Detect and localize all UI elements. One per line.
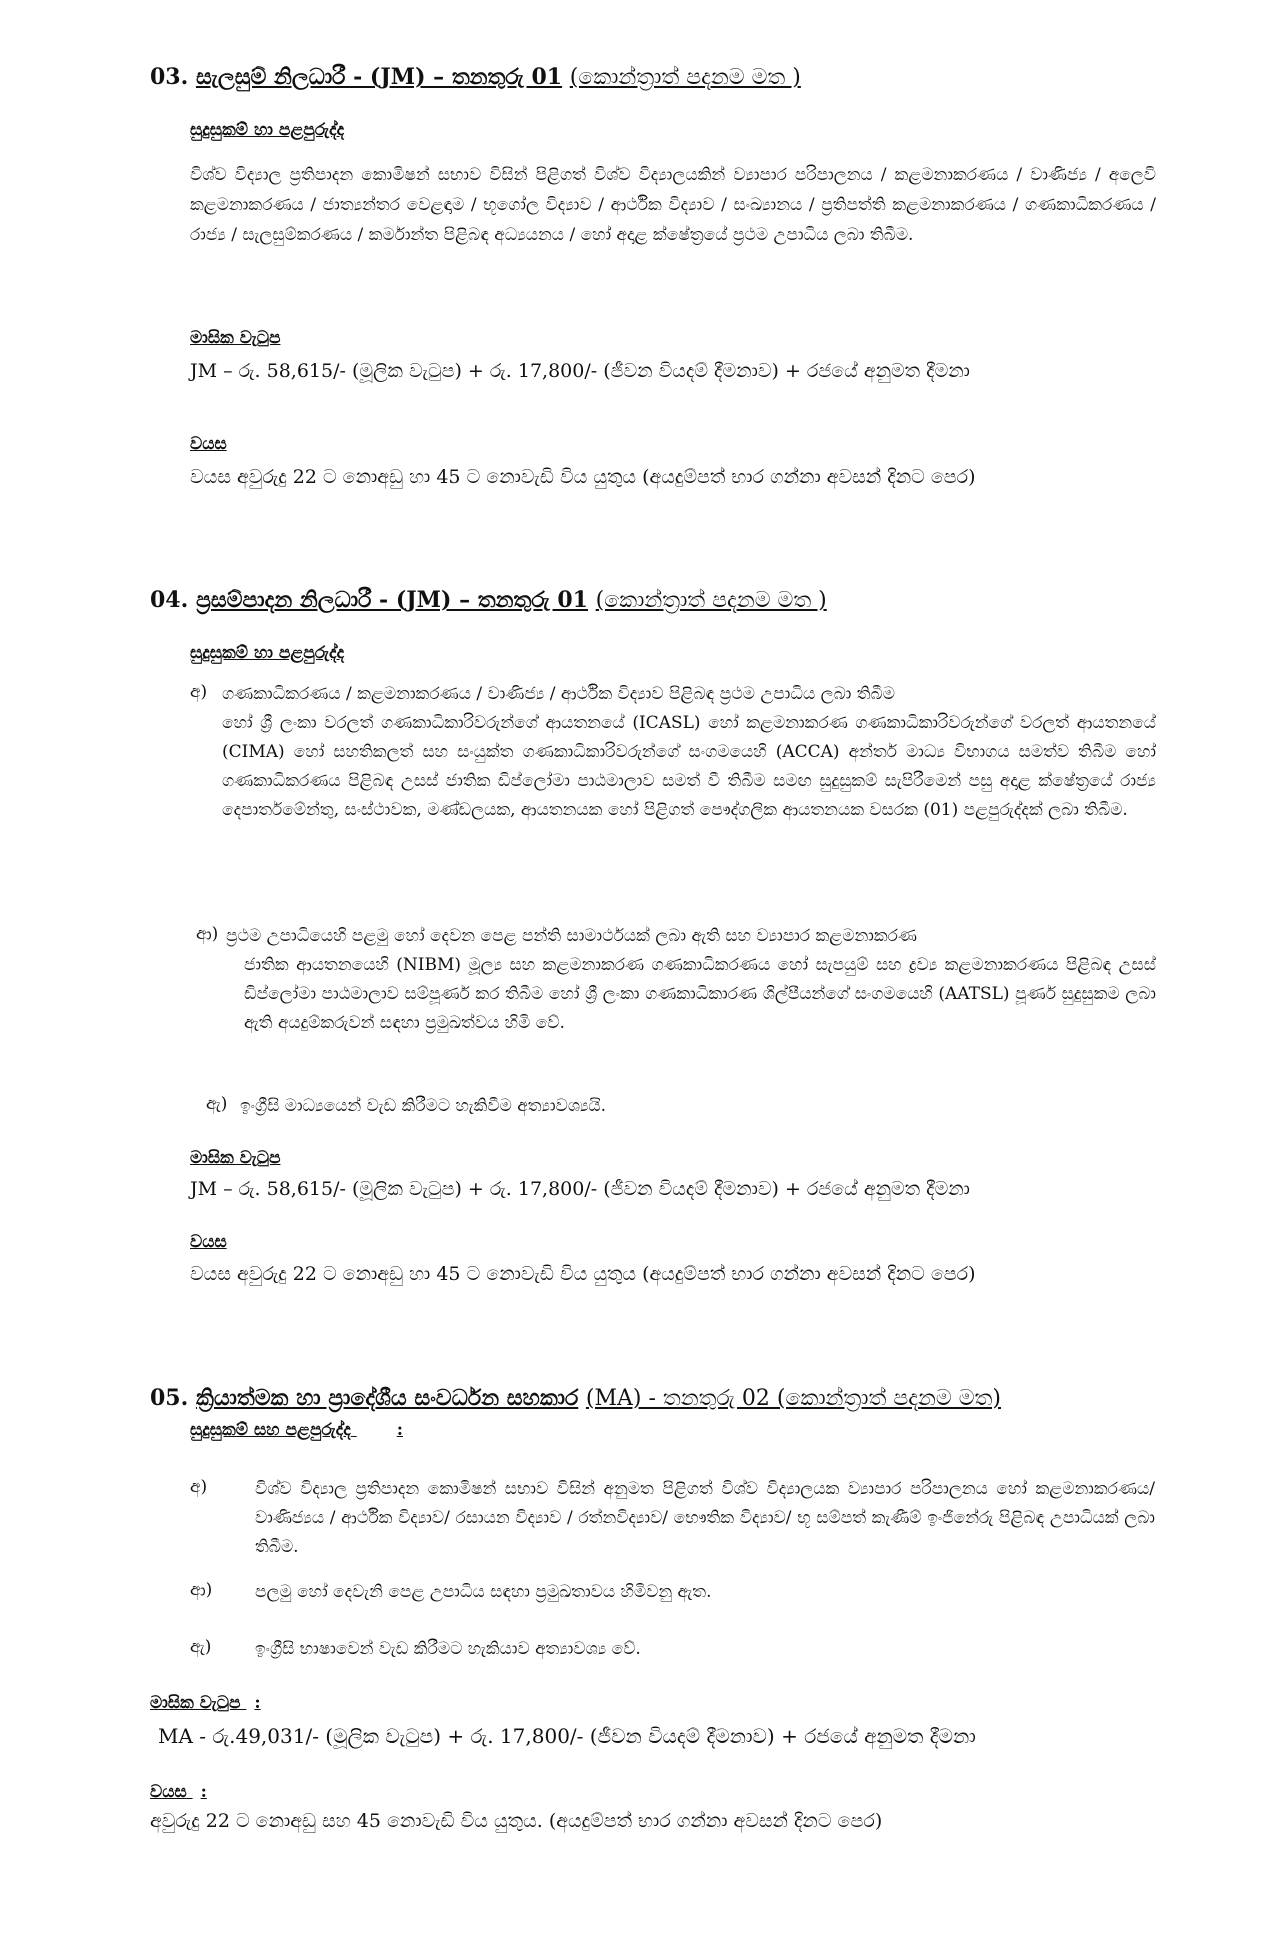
section-04-title — [150, 587, 827, 613]
salary-heading — [150, 1693, 261, 1713]
position-title: ක්‍රියාත්මක හා ප්‍රාදේශීය සංවර්ධන සහකාර — [195, 1385, 579, 1411]
position-title-tail: (MA) - තනතුරු 02 (කොන්ත්‍රාත් පදනම මත) — [585, 1386, 1001, 1411]
position-title: ප්‍රසම්පාදන නිලධාරී - (JM) – තනතුරු 01 — [195, 587, 588, 613]
item-c-marker: ඇ) — [190, 1637, 212, 1657]
item-c-marker: ඇ) — [206, 1094, 228, 1114]
age-heading: වයස — [190, 434, 227, 454]
age-heading: වයස — [190, 1232, 227, 1252]
section-03-title — [150, 64, 801, 90]
salary-heading-label: මාසික වැටුප — [150, 1693, 241, 1713]
age-heading — [150, 1782, 207, 1802]
qualifications-heading: සුදුසුකම් හා පළපුරුද්ද — [190, 120, 345, 140]
item-b-marker: ආ) — [196, 924, 219, 944]
age-text: අවුරුදු 22 ට නොඅඩු සහ 45 නොවැඩි විය යුතුය. (අයදුම්පත් භාර ගන්නා අවසන් දිනට පෙර) — [150, 1810, 883, 1832]
section-number: 04. — [150, 587, 189, 613]
age-colon: : — [200, 1782, 207, 1802]
age-heading-label: වයස — [150, 1782, 187, 1802]
salary-text: MA - රු.49,031/- (මූලික වැටුප) + රු. 17,800/- (ජීවන වියදම් දීමනාව) + රජයේ අනුමත දීමනා — [158, 1724, 976, 1748]
salary-text: JM – රු. 58,615/- (මූලික වැටුප) + රු. 17,800/- (ජීවන වියදම් දීමනාව) + රජයේ අනුමත දීමනා — [190, 1178, 970, 1200]
section-number: 05. — [150, 1385, 189, 1411]
position-title: සැලසුම් නිලධාරී - (JM) – තනතුරු 01 — [195, 64, 563, 90]
salary-heading: මාසික වැටුප — [190, 1148, 281, 1168]
item-a-first-line: ගණකාධිකරණය / කළමනාකරණය / වාණිජ්‍ය / ආර්ථික විද්‍යාව පිළිබඳ ප්‍රථම උපාධිය ලබා තිබීම — [222, 684, 895, 704]
contract-basis: (කොන්ත්‍රාත් පදනම මත ) — [569, 65, 801, 90]
item-b-text: ජාතික ආයතනයෙහි (NIBM) මූල්‍ය සහ කළමනාකරණ ගණකාධිකරණය හෝ සැපයුම් සහ ද්‍රව්‍ය කළමනාකරණය පිළිබඳ උසස් ඩිප්ලෝමා පාඨමාලාව සම්පූර්ණ කර තිබීම හෝ ශ්‍රී ලංකා ගණකාධිකාරණ ශිල්පීයන්ගේ සංගමයෙහි (AATSL) පූර්ණ සුදුසුකම ලබා ඇති අයදුම්කරුවන් සඳහා ප්‍රමුඛත්වය හිමි වේ. — [244, 955, 1156, 1033]
item-c-text: ඉංග්‍රීසි මාධ්‍යයෙන් වැඩ කිරීමට හැකිවීම අත්‍යාවශ්‍යයි. — [240, 1096, 607, 1116]
item-a-marker: අ) — [190, 682, 208, 702]
item-a-marker: අ) — [190, 1477, 208, 1497]
contract-basis: (කොන්ත්‍රාත් පදනම මත ) — [595, 588, 827, 613]
age-text: වයස අවුරුදු 22 ට නොඅඩු හා 45 ට නොවැඩි විය යුතුය (අයදුම්පත් භාර ගන්නා අවසන් දිනට පෙර) — [190, 466, 976, 488]
item-b-first-line: ප්‍රථම උපාධියෙහි පළමු හෝ දෙවන පෙළ පන්ති සාමාර්ථයක් ලබා ඇති සහ ව්‍යාපාර කළමනාකරණ — [226, 926, 918, 946]
salary-colon: : — [254, 1693, 261, 1713]
salary-text: JM – රු. 58,615/- (මූලික වැටුප) + රු. 17,800/- (ජීවන වියදම් දීමනාව) + රජයේ අනුමත දීමනා — [190, 360, 970, 382]
salary-heading: මාසික වැටුප — [190, 328, 281, 348]
item-b-text: පලමු හෝ දෙවැනි පෙළ උපාධිය සඳහා ප්‍රමුඛතාවය හිමිවනු ඇත. — [255, 1582, 712, 1602]
qualifications-heading — [190, 1420, 403, 1440]
item-b-marker: ආ) — [190, 1580, 213, 1600]
item-c-text: ඉංග්‍රීසි භාෂාවෙන් වැඩ කිරීමට හැකියාව අත්‍යාවශ්‍ය වේ. — [255, 1639, 641, 1659]
section-05-title — [150, 1385, 1001, 1411]
section-number: 03. — [150, 64, 189, 90]
item-a-text: විශ්ව විද්‍යාල ප්‍රතිපාදන කොමිෂන් සභාව විසින් අනුමත පිළිගත් විශ්ව විද්‍යාලයක ව්‍යාපාර පරිපාලනය හෝ කළමනාකරණය/ වාණිජ්‍යය / ආර්ථික විද්‍යාව/ රසායන විද්‍යාව / රත්නවිද්‍යාව/ භෞතික විද්‍යාව/ භූ සම්පත් කැණීම් ඉංජිනේරු පිළිබඳ උපාධියක් ලබා තිබීම. — [255, 1479, 1155, 1557]
age-text: වයස අවුරුදු 22 ට නොඅඩු හා 45 ට නොවැඩි විය යුතුය (අයදුම්පත් භාර ගන්නා අවසන් දිනට පෙර) — [190, 1263, 976, 1285]
qualifications-heading-label: සුදුසුකම් සහ පළපුරුද්ද — [190, 1420, 351, 1440]
item-a-text: හෝ ශ්‍රී ලංකා වරලත් ගණකාධිකාරිවරුන්ගේ ආයතනයේ (ICASL) හෝ කළමනාකරණ ගණකාධිකාරිවරුන්ගේ වරලත් ආයතනයේ (CIMA) හෝ සහතිකලත් සහ සංයුක්ත ගණකාධිකාරිවරුන්ගේ සංගමයෙහි (ACCA) අන්තර් මාධ්‍ය විභාගය සමත්ව තිබීම හෝ ගණකාධිකරණය පිළිබඳ උසස් ජාතික ඩිප්ලෝමා පාඨමාලාව සමත් වී තිබීම සමඟ සුදුසුකම් සැපිරීමෙන් පසු අදාළ ක්ෂේත්‍රයේ රාජ්‍ය දෙපාර්තමේන්තු, සංස්ථාවක, මණ්ඩලයක, ආයතනයක හෝ පිළිගත් පෞද්ගලික ආයතනයක වසරක (01) පළපුරුද්දක් ලබා තිබීම. — [222, 713, 1156, 820]
qualifications-colon: : — [396, 1420, 403, 1440]
qualifications-heading: සුදුසුකම් හා පළපුරුද්ද — [190, 643, 345, 663]
qualifications-text: විශ්ව විද්‍යාල ප්‍රතිපාදන කොමිෂන් සභාව විසින් පිළිගත් විශ්ව විද්‍යාලයකින් ව්‍යාපාර පරිපාලනය / කළමනාකරණය / වාණිජ්‍ය / අලෙවි කළමනාකරණය / ජාත්‍යන්තර වෙළඳාම / භූගෝල විද්‍යාව / ආර්ථික විද්‍යාව / සංඛ්‍යානය / ප්‍රතිපත්ති කළමනාකරණය / ගණකාධිකරණය / රාජ්‍ය / සැලසුම්කරණය / කර්මාන්ත පිළිබඳ අධ්‍යයනය / හෝ අදාළ ක්ෂේත්‍රයේ ප්‍රථම උපාධිය ලබා තිබීම. — [190, 165, 1156, 245]
